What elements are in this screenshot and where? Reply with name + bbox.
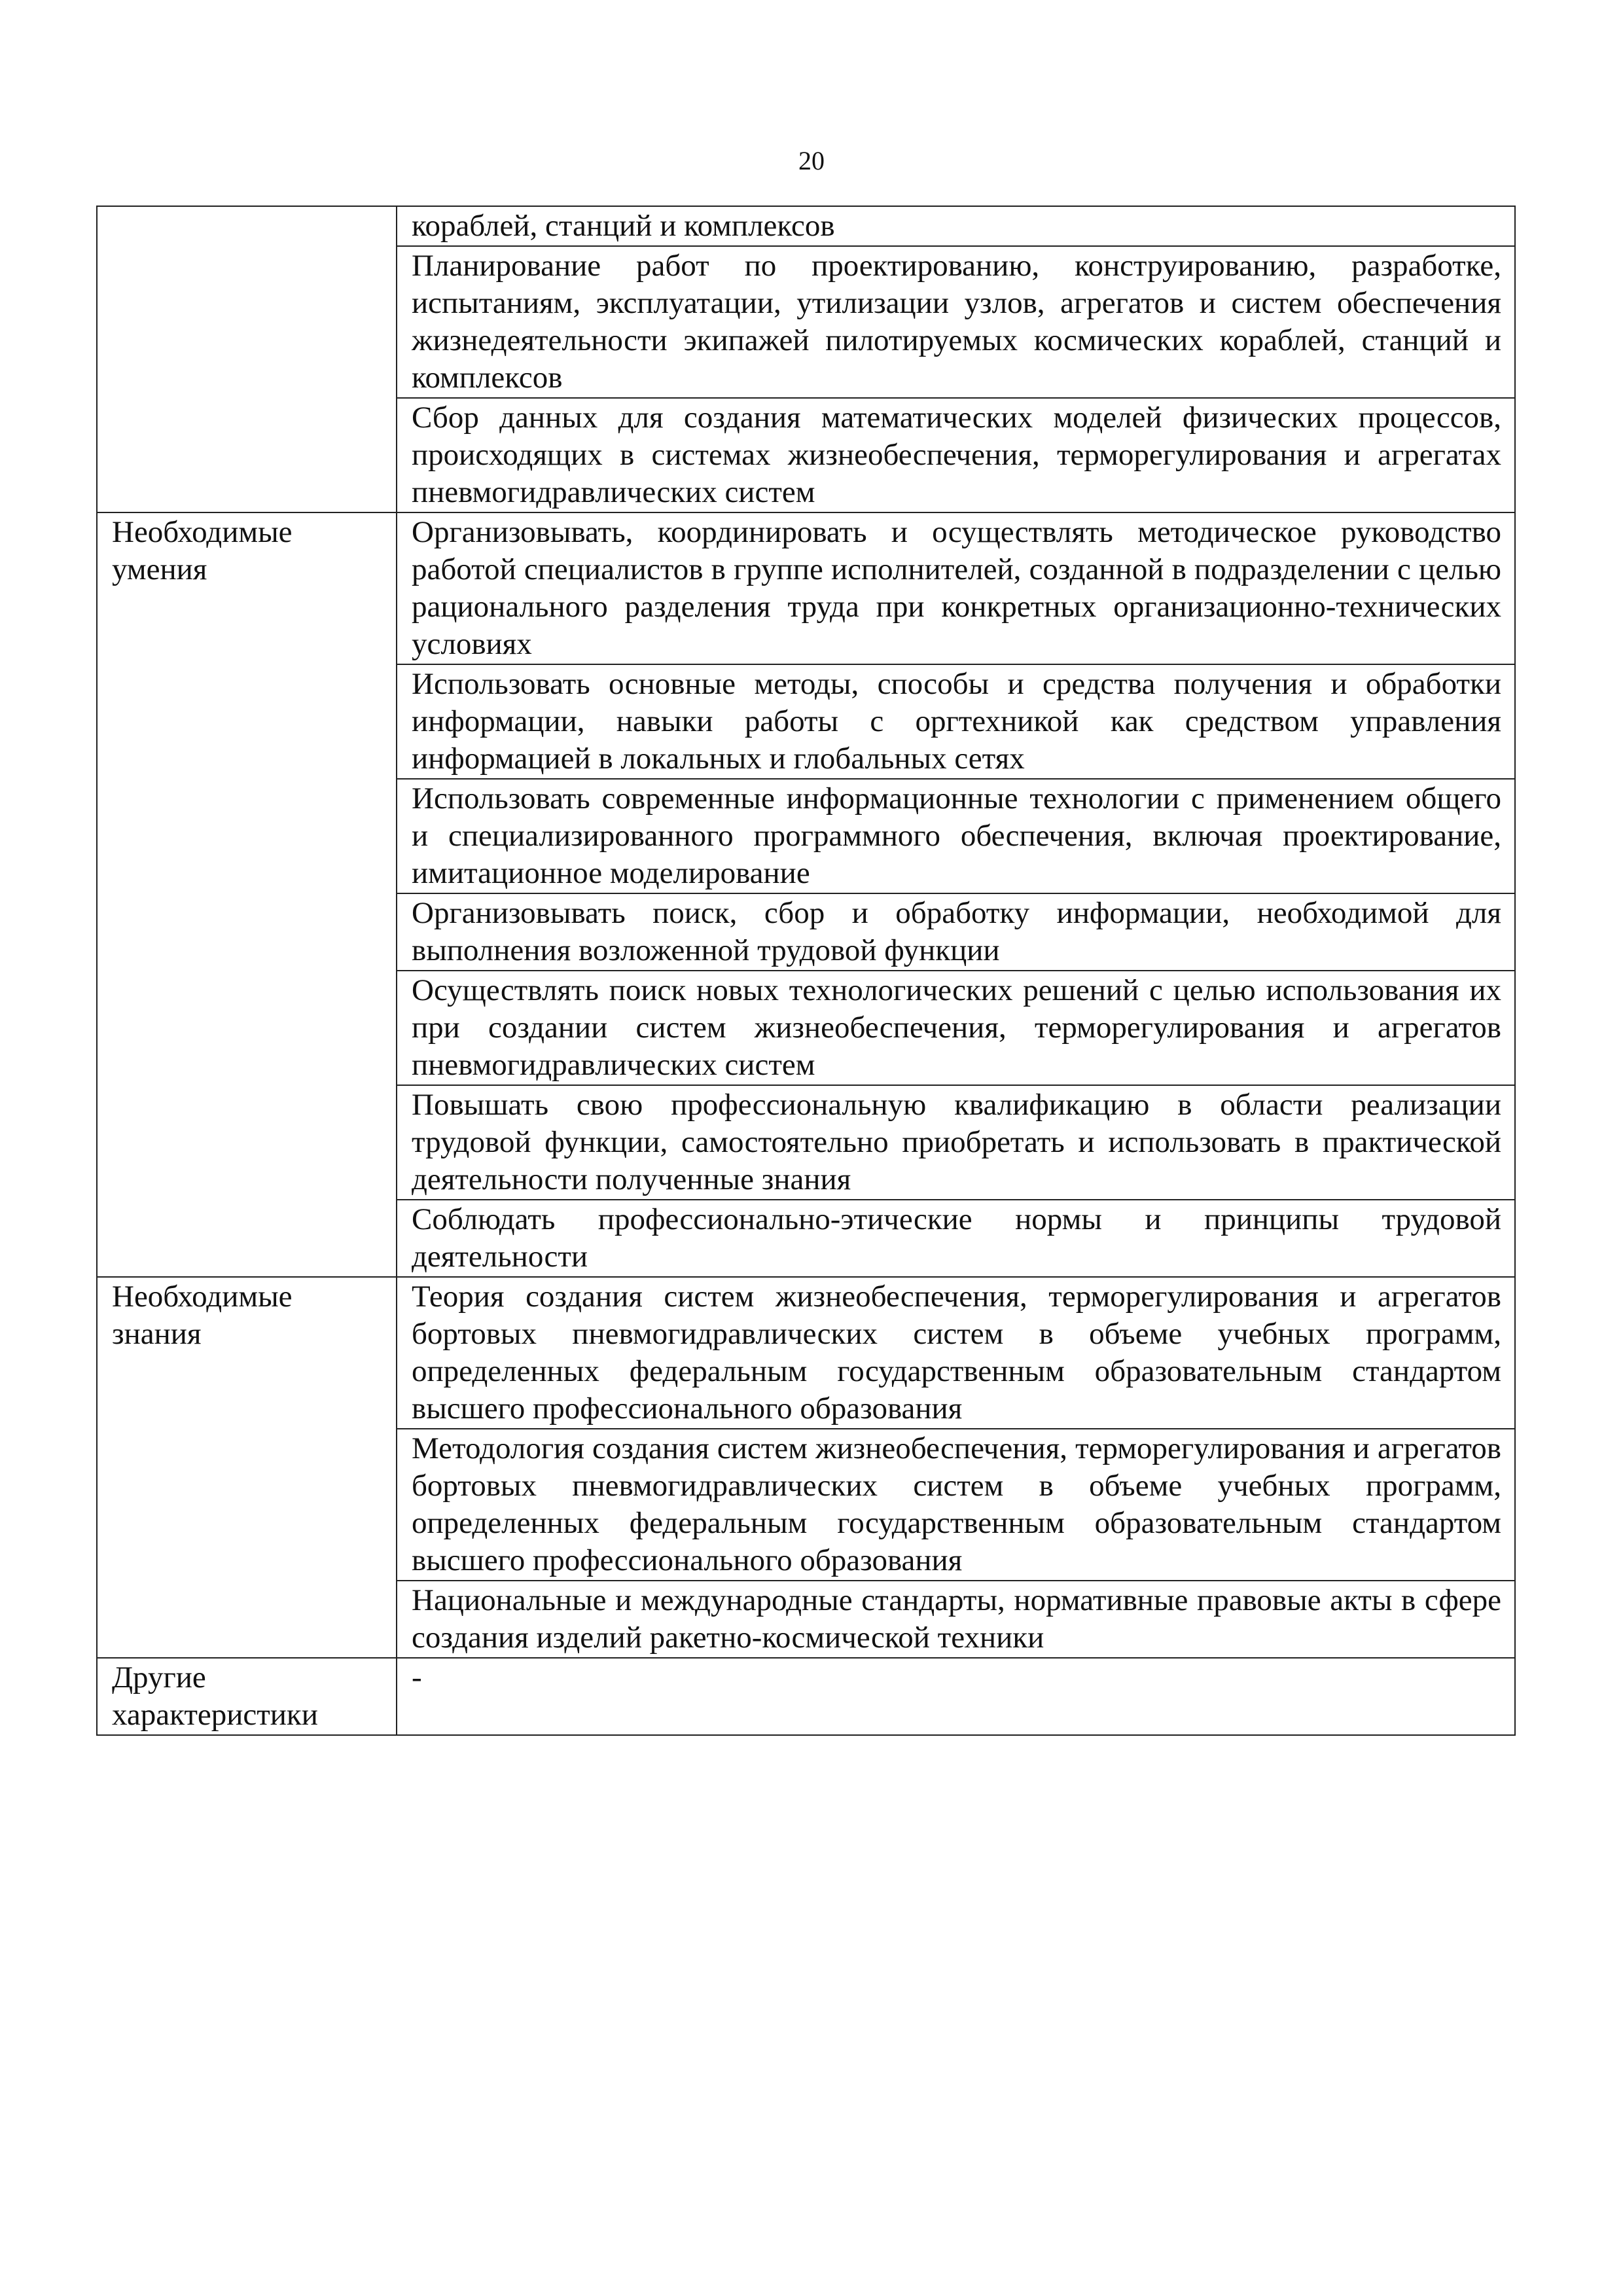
continuation-item: кораблей, станций и комплексов (397, 206, 1515, 246)
requirements-table (96, 206, 1516, 1736)
continuation-item: Планирование работ по проектированию, конструированию, разработке, испытаниям, эксплуатации, утилизации узлов, агрегатов и систем обеспечения жизнедеятельности экипажей пилотируемых космических кораблей, станций и комплексов (397, 246, 1515, 398)
continuation-item: Сбор данных для создания математических моделей физических процессов, происходящих в системах жизнеобеспечения, терморегулирования и агрегатах пневмогидравлических систем (397, 398, 1515, 512)
table-row (97, 1658, 1515, 1735)
table-row (97, 206, 1515, 246)
skill-item: Использовать основные методы, способы и средства получения и обработки информации, навыки работы с оргтехникой как средством управления информацией в локальных и глобальных сетях (397, 664, 1515, 779)
skill-item: Организовывать поиск, сбор и обработку информации, необходимой для выполнения возложенной трудовой функции (397, 893, 1515, 971)
knowledge-item: Методология создания систем жизнеобеспечения, терморегулирования и агрегатов бортовых пневмогидравлических систем в объеме учебных программ, определенных федеральным государственным образовательным стандартом высшего профессионального образования (397, 1429, 1515, 1581)
table-row (97, 1277, 1515, 1429)
skill-item: Соблюдать профессионально-этические нормы и принципы трудовой деятельности (397, 1200, 1515, 1277)
skill-item: Осуществлять поиск новых технологических решений с целью использования их при создании систем жизнеобеспечения, терморегулирования и агрегатов пневмогидравлических систем (397, 971, 1515, 1085)
knowledge-item: Национальные и международные стандарты, нормативные правовые акты в сфере создания изделий ракетно-космической техники (397, 1581, 1515, 1658)
knowledge-item: Теория создания систем жизнеобеспечения, терморегулирования и агрегатов бортовых пневмогидравлических систем в объеме учебных программ, определенных федеральным государственным образовательным стандартом высшего профессионального образования (397, 1277, 1515, 1429)
other-characteristics-label: Другие характеристики (97, 1658, 397, 1735)
page-number: 20 (798, 146, 825, 175)
skill-item: Повышать свою профессиональную квалификацию в области реализации трудовой функции, самостоятельно приобретать и использовать в практической деятельности полученные знания (397, 1085, 1515, 1200)
continuation-label-cell (97, 206, 397, 512)
skill-item: Использовать современные информационные технологии с применением общего и специализированного программного обеспечения, включая проектирование, имитационное моделирование (397, 779, 1515, 893)
table-row (97, 512, 1515, 664)
knowledge-label: Необходимые знания (97, 1277, 397, 1658)
other-characteristics-value: - (397, 1658, 1515, 1735)
skills-label: Необходимые умения (97, 512, 397, 1277)
skill-item: Организовывать, координировать и осуществлять методическое руководство работой специалистов в группе исполнителей, созданной в подразделении с целью рационального разделения труда при конкретных организационно-технических условиях (397, 512, 1515, 664)
